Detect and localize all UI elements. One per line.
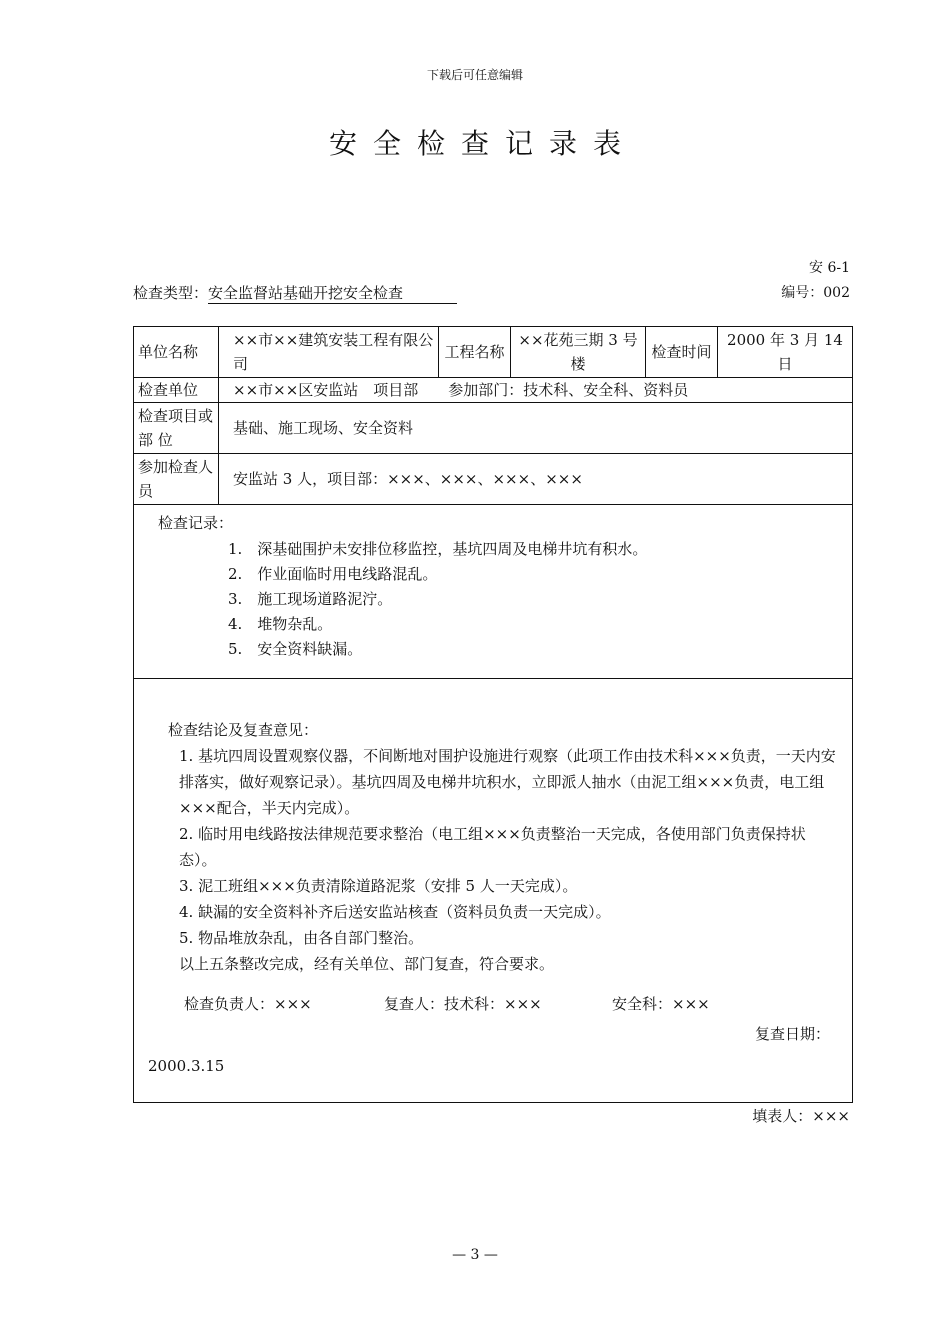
- document-title: 安全检查记录表: [328, 127, 637, 160]
- unit-name-value: ××市××建筑安装工程有限公司: [219, 327, 439, 378]
- check-type-value: 安全监督站基础开挖安全检查: [208, 282, 457, 304]
- records-title: 检查记录：: [158, 514, 234, 532]
- unit-name-label: 单位名称: [134, 327, 219, 378]
- signer-safety: 安全科：×××: [612, 995, 710, 1013]
- project-name-label: 工程名称: [439, 327, 511, 378]
- conclusion-cell: [134, 679, 853, 1103]
- conclusion-item: 5. 物品堆放杂乱，由各自部门整治。: [179, 929, 424, 947]
- inspector-unit-label: 检查单位: [134, 378, 219, 403]
- check-time-value: 2000 年 3 月 14 日: [718, 327, 853, 378]
- record-item: 3. 施工现场道路泥泞。: [228, 590, 393, 608]
- header-note: 下载后可任意编辑: [426, 68, 523, 82]
- conclusion-item: 2. 临时用电线路按法律规范要求整治（电工组×××负责整治一天完成，各使用部门负责保持状态）。: [179, 825, 806, 869]
- record-item: 1. 深基础围护未安排位移监控，基坑四周及电梯井坑有积水。: [228, 540, 648, 558]
- records-list: [228, 537, 848, 662]
- review-date-value: 2000.3.15: [148, 1057, 225, 1075]
- conclusion-item: 4. 缺漏的安全资料补齐后送安监站核查（资料员负责一天完成）。: [179, 903, 611, 921]
- conclusion-body: [179, 743, 836, 977]
- conclusion-summary: 以上五条整改完成，经有关单位、部门复查，符合要求。: [179, 955, 555, 973]
- project-name-value: ××花苑三期 3 号楼: [511, 327, 646, 378]
- check-items-label: 检查项目或 部 位: [134, 403, 219, 454]
- signers-line: [184, 991, 852, 1017]
- check-items-value: 基础、施工现场、安全资料: [219, 403, 853, 454]
- record-item: 4. 堆物杂乱。: [228, 615, 333, 633]
- page-number: — 3 —: [452, 1247, 498, 1263]
- check-type-label: 检查类型：: [133, 284, 209, 302]
- signer-lead: 检查负责人：×××: [184, 995, 312, 1013]
- record-item: 5. 安全资料缺漏。: [228, 640, 363, 658]
- signer-review: 复查人：技术科：×××: [384, 995, 542, 1013]
- records-cell: [134, 505, 853, 679]
- personnel-value: 安监站 3 人，项目部：×××、×××、×××、×××: [219, 454, 853, 505]
- conclusion-item: 3. 泥工班组×××负责清除道路泥浆（安排 5 人一天完成）。: [179, 877, 578, 895]
- conclusion-title: 检查结论及复查意见：: [168, 721, 319, 739]
- form-code: 安 6-1: [809, 260, 850, 276]
- conclusion-item: 1. 基坑四周设置观察仪器，不间断地对围护设施进行观察（此项工作由技术科×××负责，一天内安排落实，做好观察记录）。基坑四周及电梯井坑积水，立即派人抽水（由泥工组×××负责，电工组×××配合，半天内完成）。: [179, 747, 836, 817]
- inspector-unit-value: ××市××区安监站 项目部 参加部门：技术科、安全科、资料员: [219, 378, 853, 403]
- record-item: 2. 作业面临时用电线路混乱。: [228, 565, 438, 583]
- filler-signature: 填表人：×××: [752, 1107, 850, 1125]
- serial-number: 编号：002: [781, 285, 850, 301]
- personnel-label: 参加检查人 员: [134, 454, 219, 505]
- check-type-line: [133, 282, 457, 304]
- review-date-label: 复查日期：: [754, 1025, 830, 1043]
- inspection-table: [133, 326, 853, 1103]
- check-time-label: 检查时间: [646, 327, 718, 378]
